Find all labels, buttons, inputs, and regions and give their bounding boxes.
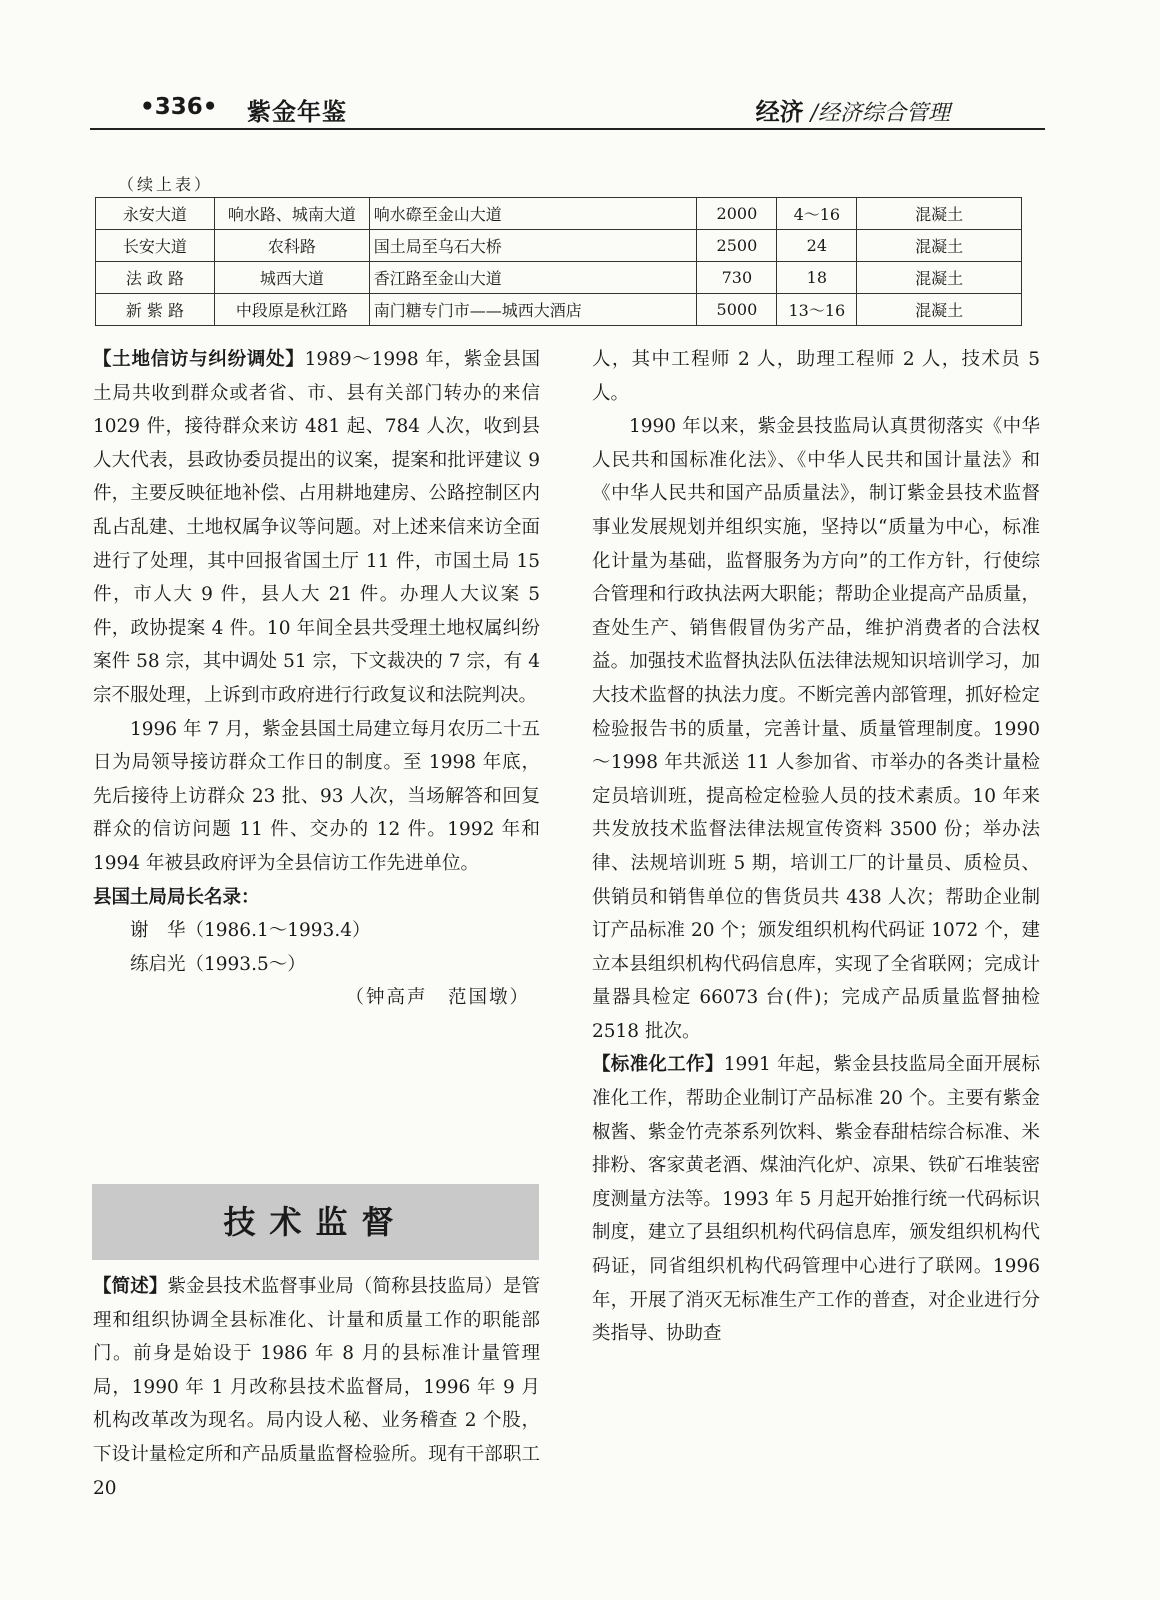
paragraph-work-since-1990: 1990 年以来，紫金县技监局认真贯彻落实《中华人民共和国标准化法》、《中华人民共和国计量法》和《中华人民共和国产品质量法》，制订紫金县技术监督事业发展规划并组织实施，坚持以“质量为中心，标准化计量为基础，监督服务为方向”的工作方针，行使综合管理和行政执法两大职能；帮助企业提高产品质量，查处生产、销售假冒伪劣产品，维护消费者的合法权益。加强技术监督执法队伍法律法规知识培训学习，加大技术监督的执法力度。不断完善内部管理，抓好检定检验报告书的质量，完善计量、质量管理制度。1990～1998 年共派送 11 人参加省、市举办的各类计量检定员培训班，提高检定检验人员的技术素质。10 年来共发放技术监督法律法规宣传资料 3500 份；举办法律、法规培训班 5 期，培训工厂的计量员、质检员、供销员和销售单位的售货员共 438 人次；帮助企业制订产品标准 20 个；颁发组织机构代码证 1072 个，建立本县组织机构代码信息库，实现了全省联网；完成计量器具检定 66073 台(件)；完成产品质量监督抽检 2518 批次。: [592, 416, 1040, 1042]
page-number: •336•: [140, 94, 218, 120]
table-cell: 响水磜至金山大道: [369, 198, 697, 230]
book-title: 紫金年鉴: [247, 98, 347, 126]
table-cell: 国土局至乌石大桥: [369, 230, 697, 262]
section-heading: [756, 92, 950, 127]
page-header: [90, 88, 1045, 130]
table-row: [96, 230, 1022, 262]
table-cell: 18: [777, 262, 857, 294]
table-cell: 南门糖专门市——城西大酒店: [369, 294, 697, 326]
left-column-lower: [93, 1270, 540, 1505]
table-cell: 永安大道: [96, 198, 215, 230]
director-entry: 谢 华（1986.1～1993.4）: [130, 920, 371, 942]
table-cell: 混凝土: [857, 262, 1022, 294]
table-row: [96, 262, 1022, 294]
paragraph-petition: 1989～1998 年，紫金县国土局共收到群众或者省、市、县有关部门转办的来信 1029 件，接待群众来访 481 起、784 人次，收到县人大代表，县政协委员提出的议案，提案和批评建议 9 件，主要反映征地补偿、占用耕地建房、公路控制区内乱占乱建、土地权属争议等问题。对上述来信来访全面进行了处理，其中回报省国土厅 11 件，市国土局 15 件，市人大 9 件，县人大 21 件。办理人大议案 5 件，政协提案 4 件。10 年间全县共受理土地权属纠纷案件 58 宗，其中调处 51 宗，下文裁决的 7 宗，有 4 宗不服处理，上诉到市政府进行行政复议和法院判决。: [93, 349, 540, 706]
table-cell: 13～16: [777, 294, 857, 326]
right-column: [592, 343, 1040, 1351]
paragraph-standardization: 1991 年起，紫金县技监局全面开展标准化工作，帮助企业制订产品标准 20 个。主要有紫金椒酱、紫金竹壳茶系列饮料、紫金春甜桔综合标准、米排粉、客家黄老酒、煤油汽化炉、凉果、铁矿石堆装密度测量方法等。1993 年 5 月起开始推行统一代码标识制度，建立了县组织机构代码信息库，颁发组织机构代码证，同省组织机构代码管理中心进行了联网。1996 年，开展了消灭无标准生产工作的普查，对企业进行分类指导、协助查: [592, 1054, 1040, 1345]
authors-signature: （钟高声 范国墩）: [345, 987, 530, 1009]
director-entry: 练启光（1993.5～）: [130, 953, 306, 975]
table-cell: 混凝土: [857, 198, 1022, 230]
table-cell: 响水路、城南大道: [214, 198, 369, 230]
section-name: 经济: [755, 98, 804, 126]
table-continued-note: （续上表）: [118, 175, 214, 194]
table-cell: 4～16: [777, 198, 857, 230]
table-cell: 法 政 路: [96, 262, 215, 294]
table-cell: 24: [777, 230, 857, 262]
table-cell: 长安大道: [96, 230, 215, 262]
paragraph-staff: 人，其中工程师 2 人，助理工程师 2 人，技术员 5 人。: [592, 349, 1040, 404]
road-table: [95, 197, 1022, 326]
table-cell: 农科路: [214, 230, 369, 262]
left-column: [93, 343, 540, 1015]
section-label-overview: 【简述】: [93, 1276, 168, 1297]
table-row: [96, 198, 1022, 230]
table-cell: 730: [697, 262, 777, 294]
section-label-petition: 【土地信访与纠纷调处】: [93, 349, 305, 370]
table-cell: 香江路至金山大道: [369, 262, 697, 294]
subsection-name: /经济综合管理: [810, 101, 950, 126]
director-list-heading: 县国土局局长名录：: [93, 886, 260, 908]
section-label-standardization: 【标准化工作】: [592, 1054, 724, 1076]
table-cell: 2000: [697, 198, 777, 230]
table-cell: 2500: [697, 230, 777, 262]
table-cell: 中段原是秋江路: [214, 294, 369, 326]
table-cell: 5000: [697, 294, 777, 326]
table-cell: 混凝土: [857, 294, 1022, 326]
table-row: [96, 294, 1022, 326]
table-cell: 新 紫 路: [96, 294, 215, 326]
table-cell: 混凝土: [857, 230, 1022, 262]
paragraph-overview: 紫金县技术监督事业局（简称县技监局）是管理和组织协调全县标准化、计量和质量工作的职能部门。前身是始设于 1986 年 8 月的县标准计量管理局，1990 年 1 月改称县技术监督局，1996 年 9 月机构改革改为现名。局内设人秘、业务稽查 2 个股，下设计量检定所和产品质量监督检验所。现有干部职工 20: [93, 1276, 540, 1499]
table-cell: 城西大道: [214, 262, 369, 294]
paragraph-reception-day: 1996 年 7 月，紫金县国土局建立每月农历二十五日为局领导接访群众工作日的制度。至 1998 年底，先后接待上访群众 23 批、93 人次，当场解答和回复群众的信访问题 11 件、交办的 12 件。1992 年和 1994 年被县政府评为全县信访工作先进单位。: [93, 718, 540, 874]
road-table-body: [96, 198, 1022, 326]
section-banner: 技术监督: [92, 1184, 539, 1260]
